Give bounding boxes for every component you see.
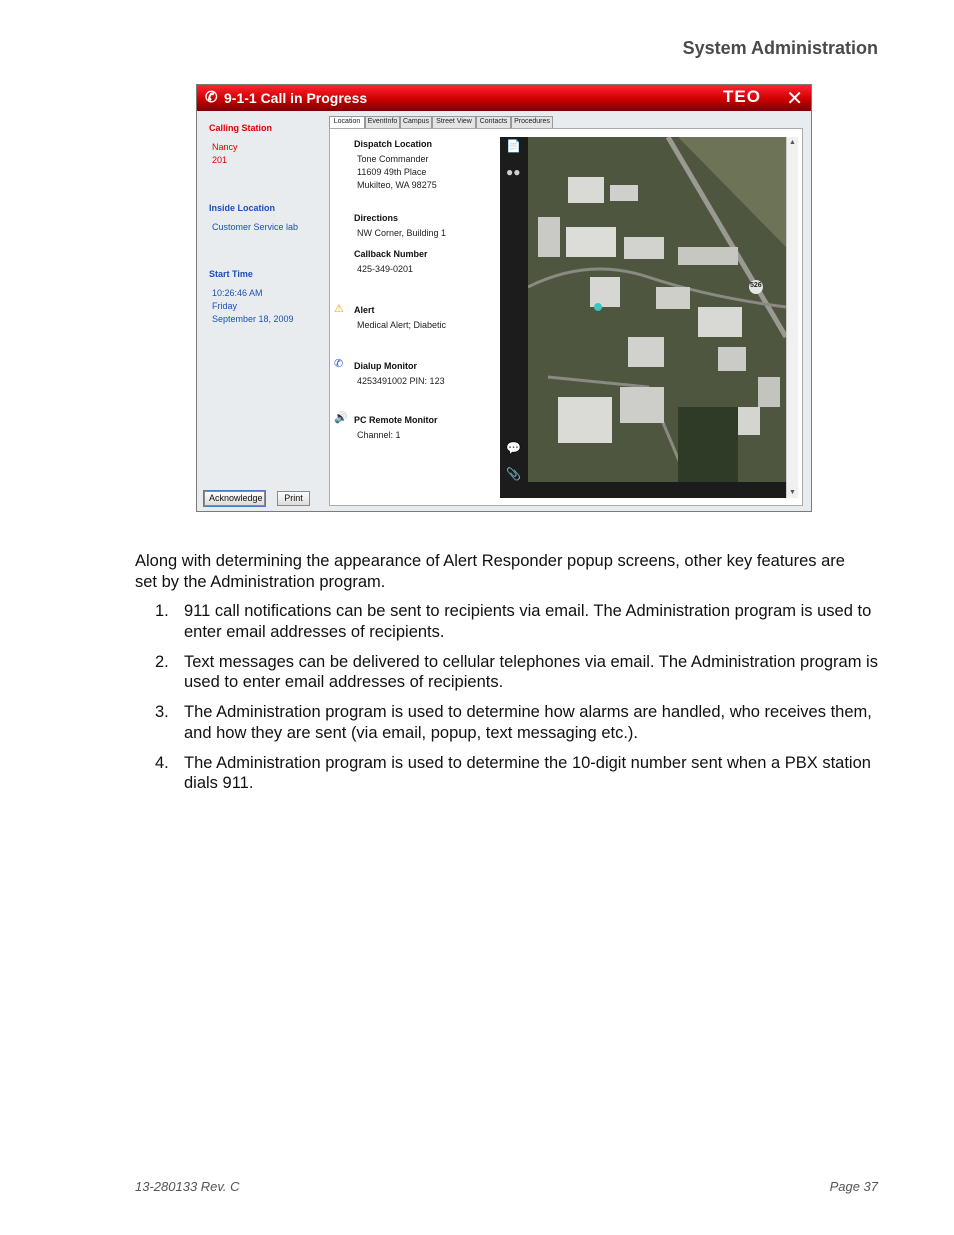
map-scrollbar[interactable]: [786, 137, 798, 498]
dispatch-location-field: [354, 139, 437, 192]
start-time-label: Start Time: [209, 269, 253, 279]
tab-street-view[interactable]: Street View: [432, 116, 476, 128]
scroll-up-icon[interactable]: ▲: [789, 139, 796, 146]
list-item: [135, 652, 880, 693]
binoculars-icon[interactable]: ●●: [506, 165, 521, 179]
phone-icon: ✆: [334, 358, 344, 370]
document-icon[interactable]: 📄: [506, 139, 521, 153]
print-button[interactable]: Print: [277, 491, 310, 506]
chat-icon[interactable]: 💬: [506, 441, 521, 455]
page-section-title: System Administration: [682, 38, 878, 58]
callback-number-value: 425-349-0201: [357, 264, 414, 274]
calling-station-label: Calling Station: [209, 123, 272, 133]
list-item: [135, 702, 880, 743]
page-number: Page 37: [829, 1179, 878, 1194]
callback-number-label: Callback Number: [354, 249, 428, 259]
dispatch-location-label: Dispatch Location: [354, 139, 433, 149]
dialup-monitor-label: Dialup Monitor: [354, 361, 417, 371]
start-time-date: September 18, 2009: [212, 314, 294, 324]
route-label: 526: [750, 282, 762, 289]
tab-campus[interactable]: Campus: [400, 116, 432, 128]
speaker-icon: 🔊: [334, 412, 348, 424]
start-time-section: [209, 269, 319, 326]
tab-contacts[interactable]: Contacts: [476, 116, 511, 128]
paperclip-icon[interactable]: 📎: [506, 467, 521, 481]
list-item-text: The Administration program is used to determine how alarms are handled, who receives them, and how they are sent (via email, popup, text messaging etc.).: [184, 703, 872, 742]
dialup-monitor-value: 4253491002 PIN: 123: [357, 376, 445, 386]
popup-titlebar: [197, 85, 811, 111]
calling-station-section: [209, 123, 319, 167]
dispatch-location-line1: Tone Commander: [357, 154, 429, 164]
calling-station-name: Nancy: [212, 142, 238, 152]
dispatch-location-line3: Mukilteo, WA 98275: [357, 180, 437, 190]
list-item: [135, 753, 880, 794]
inside-location-section: [209, 203, 319, 234]
list-item-number: 1.: [155, 602, 169, 620]
directions-label: Directions: [354, 213, 399, 223]
calling-station-number: 201: [212, 155, 228, 165]
location-tab-content: [329, 128, 803, 506]
document-number: 13-280133 Rev. C: [135, 1179, 240, 1194]
alert-label: Alert: [354, 305, 375, 315]
acknowledge-button[interactable]: Acknowledge: [204, 491, 265, 506]
directions-field: [354, 213, 446, 240]
alert-field: [354, 305, 446, 332]
list-item: [135, 601, 880, 642]
directions-value: NW Corner, Building 1: [357, 228, 447, 238]
tab-location[interactable]: Location: [329, 116, 365, 129]
list-item-number: 3.: [155, 703, 169, 721]
callback-number-field: [354, 249, 428, 276]
dispatch-location-line2: 11609 49th Place: [357, 167, 427, 177]
close-icon[interactable]: ✕: [786, 88, 803, 110]
map-bottom-bar: [528, 482, 786, 498]
pc-remote-monitor-value: Channel: 1: [357, 430, 401, 440]
aerial-map-image: [528, 137, 786, 482]
phone-icon: ✆: [205, 89, 218, 106]
aerial-map[interactable]: [528, 137, 786, 482]
feature-list: [135, 601, 880, 803]
popup-title: 9-1-1 Call in Progress: [224, 90, 368, 106]
alert-icon: ⚠: [334, 303, 344, 315]
start-time-day: Friday: [212, 301, 238, 311]
list-item-text: 911 call notifications can be sent to recipients via email. The Administration program is used to enter email addresses of recipients.: [184, 602, 872, 641]
pc-remote-monitor-field: [354, 415, 438, 442]
pc-remote-monitor-label: PC Remote Monitor: [354, 415, 438, 425]
list-item-number: 2.: [155, 652, 169, 671]
call-popup-window: [196, 84, 812, 512]
intro-paragraph: Along with determining the appearance of Alert Responder popup screens, other key features are set by the Administration program.: [135, 552, 845, 591]
list-item-number: 4.: [155, 753, 169, 772]
alert-value: Medical Alert; Diabetic: [357, 320, 447, 330]
inside-location-value: Customer Service lab: [212, 222, 299, 232]
tab-eventinfo[interactable]: EventInfo: [365, 116, 400, 128]
tab-procedures[interactable]: Procedures: [511, 116, 553, 128]
list-item-text: Text messages can be delivered to cellular telephones via email. The Administration program is used to enter email addresses of recipients.: [184, 652, 878, 691]
map-toolbar: [500, 137, 528, 498]
teo-logo: TEO: [723, 87, 761, 106]
list-item-text: The Administration program is used to determine the 10-digit number sent when a PBX station dials 911.: [184, 753, 871, 792]
scroll-down-icon[interactable]: ▼: [789, 489, 796, 496]
start-time-time: 10:26:46 AM: [212, 288, 263, 298]
dialup-monitor-field: [354, 361, 445, 388]
inside-location-label: Inside Location: [209, 203, 276, 213]
